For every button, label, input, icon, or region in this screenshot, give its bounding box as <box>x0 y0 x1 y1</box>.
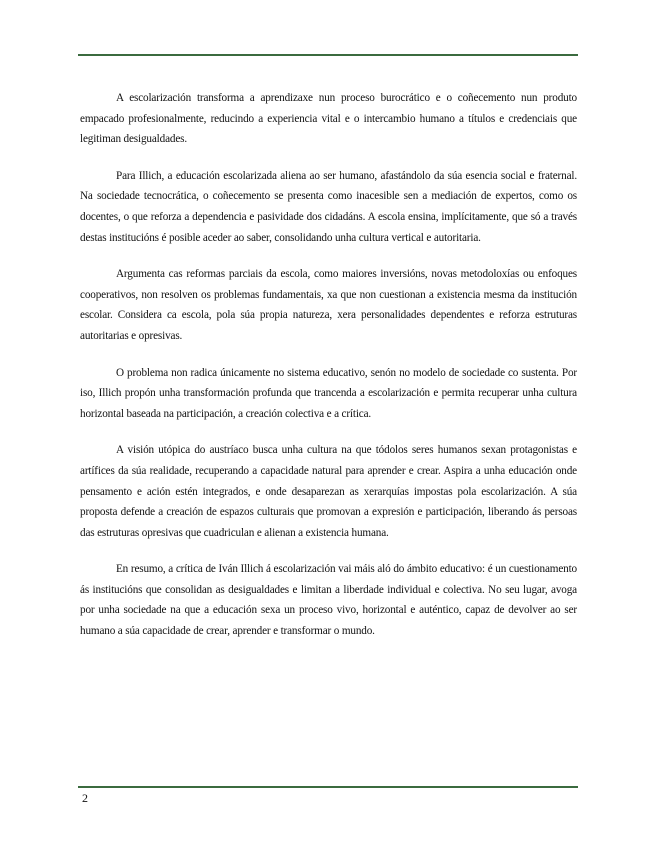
paragraph: A escolarización transforma a aprendizaxe nun proceso burocrático e o coñecemento nun produto empacado profesionalmente, reducindo a experiencia vital e o intercambio humano a títulos e credenciais que legitiman desigualdades. <box>80 92 577 146</box>
paragraph: O problema non radica únicamente no sistema educativo, senón no modelo de sociedade co sustenta. Por iso, Illich propón unha transformación profunda que trancenda a escolarización e permita recuperar unha cultura horizontal baseada na participación, a creación colectiva e a crítica. <box>80 366 577 420</box>
header-rule <box>78 54 578 56</box>
paragraph: A visión utópica do austríaco busca unha cultura na que tódolos seres humanos sexan protagonistas e artífices da súa realidade, recuperando a capacidade natural para aprender e crear. Aspira a unha educación onde pensamento e ación estén integrados, e onde desaparezan as xerarquías impostas pola escolarización. A súa proposta defende a creación de espazos culturais que promovan a expresión e participación, liberando ás persoas das estruturas opresivas que cuadriculan e alienan a existencia humana. <box>80 444 577 539</box>
page-number: 2 <box>82 791 88 805</box>
footer-rule <box>78 786 578 788</box>
paragraph: Argumenta cas reformas parciais da escola, como maiores inversións, novas metodoloxías ou enfoques cooperativos, non resolven os problemas fundamentais, xa que non cuestionan a existencia mesma da institución escolar. Considera ca escola, pola súa propia natureza, xera personalidades dependentes e reforza estruturas autoritarias e opresivas. <box>80 268 577 342</box>
paragraph: Para Illich, a educación escolarizada aliena ao ser humano, afastándolo da súa esencia social e fraternal. Na sociedade tecnocrática, o coñecemento se presenta como inacesible sen a mediación de expertos, como os docentes, o que reforza a dependencia e pasividade dos cidadáns. A escola ensina, implícitamente, que só a través destas institucións é posible aceder ao saber, consolidando unha cultura vertical e autoritaria. <box>80 169 577 244</box>
document-body <box>80 88 577 658</box>
paragraph: En resumo, a crítica de Iván Illich á escolarización vai máis aló do ámbito educativo: é un cuestionamento ás institucións que consolidan as desigualdades e limitan a liberdade individual e colectiva. No seu lugar, avoga por unha sociedade na que a educación sexa un proceso vivo, horizontal e auténtico, capaz de devolver ao ser humano a súa capacidade de crear, aprender e transformar o mundo. <box>80 563 577 638</box>
